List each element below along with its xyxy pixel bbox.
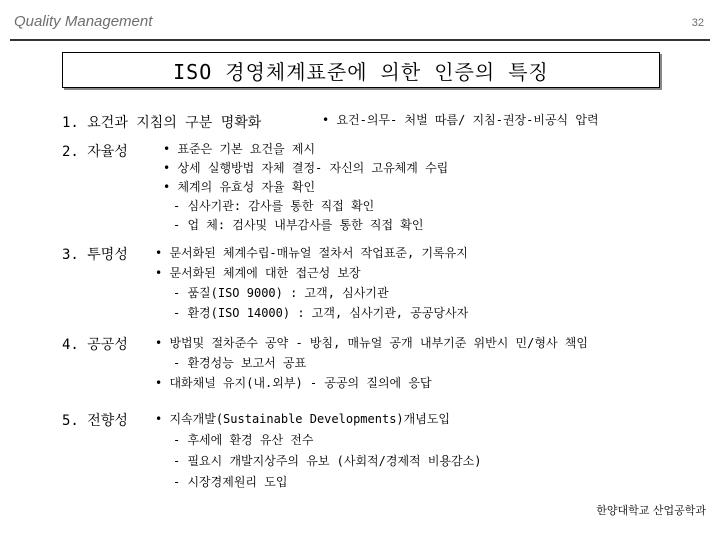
section-2-line-4: - 심사기관: 감사를 통한 직접 확인 [173,199,375,213]
header-label: Quality Management [14,13,153,30]
section-5-line-2: - 후세에 환경 유산 전수 [173,433,314,447]
section-2-line-1: • 표준은 기본 요건을 제시 [163,142,316,156]
section-2-line-2: • 상세 실행방법 자체 결정- 자신의 고유체계 수립 [163,161,449,175]
section-1-inline-line: • 요건-의무- 처벌 따름/ 지침-권장-비공식 압력 [322,113,599,127]
section-3-line-3: - 품질(ISO 9000) : 고객, 심사기관 [173,286,389,300]
section-5-line-1: • 지속개발(Sustainable Developments)개념도입 [155,412,451,426]
section-2-line-3: • 체계의 유효성 자율 확인 [163,180,316,194]
section-5-line-3: - 필요시 개발지상주의 유보 (사회적/경제적 비용감소) [173,454,482,468]
section-3-label: 3. 투명성 [62,247,128,263]
section-5-label: 5. 전향성 [62,413,128,429]
section-3-line-2: • 문서화된 체계에 대한 접근성 보장 [155,266,361,280]
header-divider [10,39,710,41]
slide-title: ISO 경영체계표준에 의한 인증의 특징 [173,59,549,84]
section-5-line-4: - 시장경제원리 도입 [173,475,288,489]
section-2-label: 2. 자율성 [62,144,128,160]
section-4-line-2: - 환경성능 보고서 공표 [173,356,307,370]
page-number: 32 [691,17,704,29]
section-4-label: 4. 공공성 [62,337,128,353]
slide-title-box [62,52,660,88]
section-3-line-4: - 환경(ISO 14000) : 고객, 심사기관, 공공당사자 [173,306,469,320]
footer-department: 한양대학교 산업공학과 [596,504,706,517]
section-2-line-5: - 업 체: 검사및 내부감사를 통한 직접 확인 [173,218,424,232]
section-3-line-1: • 문서화된 체계수립-매뉴얼 절차서 작업표준, 기록유지 [155,246,468,260]
section-1-label: 1. 요건과 지침의 구분 명확화 [62,115,262,131]
section-4-line-1: • 방법및 절차준수 공약 - 방침, 매뉴얼 공개 내부기준 위반시 민/형사 책임 [155,336,588,350]
section-4-line-3: • 대화채널 유지(내.외부) - 공공의 질의에 응답 [155,376,432,390]
